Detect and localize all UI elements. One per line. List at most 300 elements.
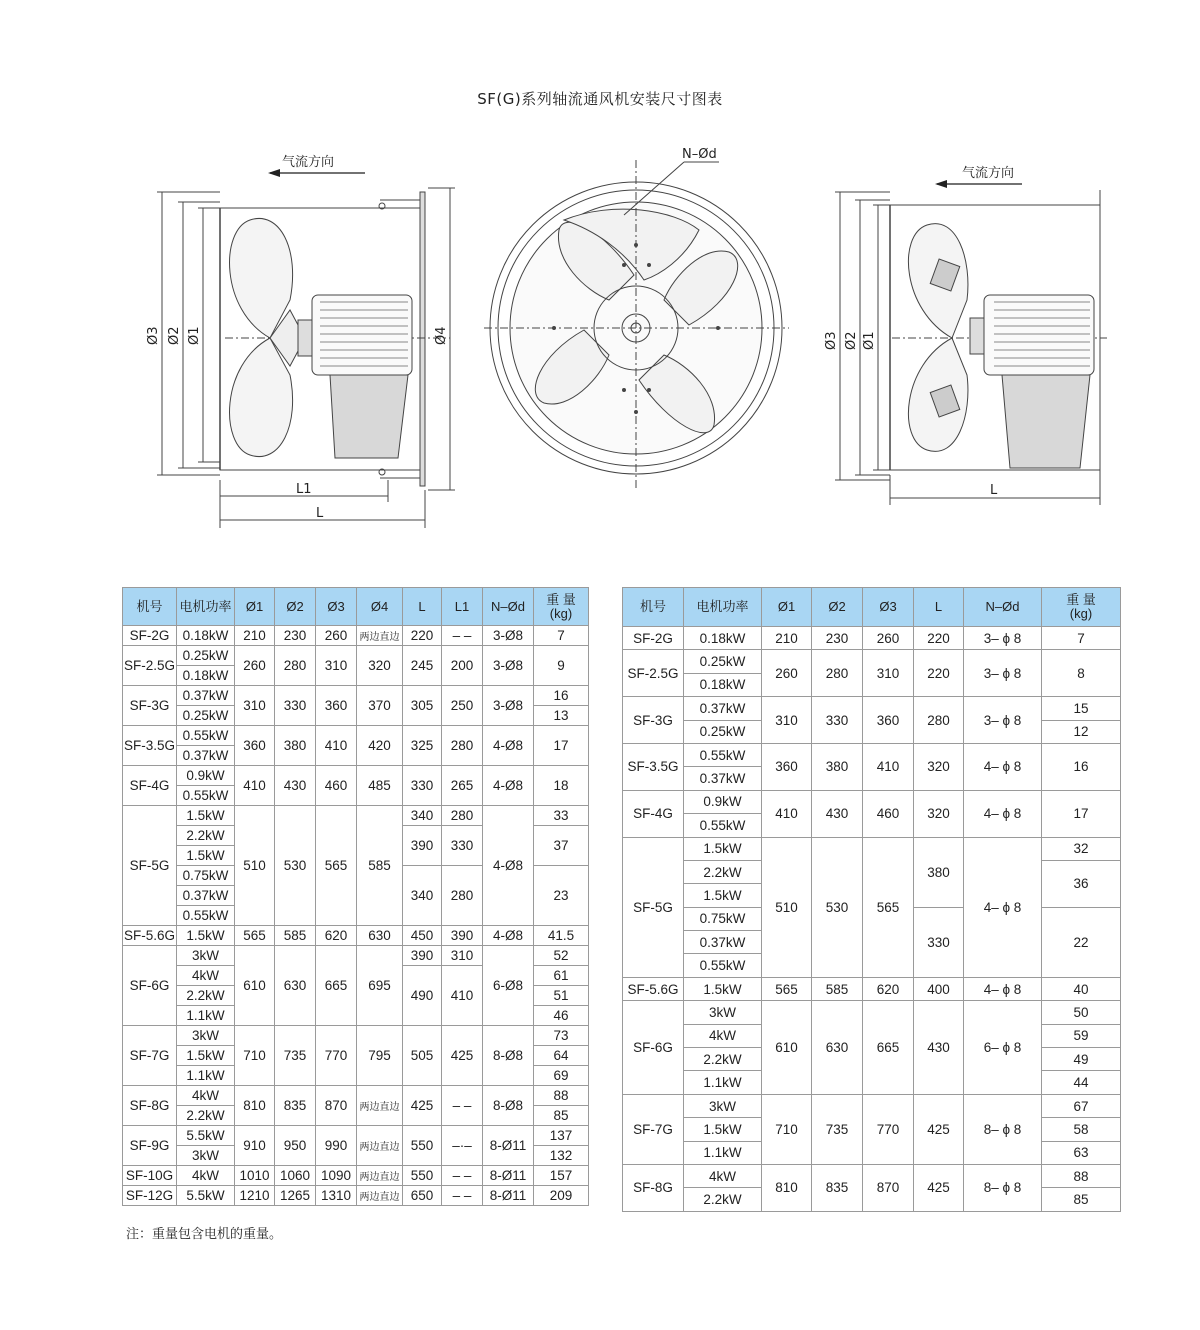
cell-d2: 1060: [275, 1166, 316, 1186]
cell-d2: 530: [275, 806, 316, 926]
cell-l1: –·–: [442, 1126, 483, 1166]
cell-d2: 735: [812, 1094, 863, 1164]
cell-l: 320: [914, 743, 964, 790]
cell-l1: 330: [442, 826, 483, 866]
cell-nd: 3-Ø8: [483, 686, 534, 726]
cell-d1: 1010: [235, 1166, 275, 1186]
cell-power: 3kW: [684, 1094, 762, 1117]
cell-weights: 9: [534, 646, 589, 686]
cell-power: 0.9kW: [177, 766, 235, 786]
table-row: [623, 1094, 1121, 1117]
cell-weights: 16: [1042, 743, 1121, 790]
cell-model: SF-3G: [123, 686, 177, 726]
cell-model: SF-12G: [123, 1186, 177, 1206]
cell-nd: 4– ϕ 8: [964, 977, 1042, 1000]
cell-weights: 17: [1042, 790, 1121, 837]
cell-power: 2.2kW: [684, 1188, 762, 1211]
cell-d2: 1265: [275, 1186, 316, 1206]
table-row: [623, 627, 1121, 650]
side-view-flanged-diagram: [130, 140, 460, 540]
cell-power: 1.5kW: [177, 806, 235, 826]
cell-d2: 430: [812, 790, 863, 837]
cell-weights: 59: [1042, 1024, 1121, 1047]
cell-power: 0.37kW: [684, 931, 762, 954]
table-row: [623, 1001, 1121, 1024]
cell-power: 4kW: [177, 1086, 235, 1106]
cell-weights: 17: [534, 726, 589, 766]
cell-nd: 3– ϕ 8: [964, 650, 1042, 697]
cell-d2: 585: [275, 926, 316, 946]
cell-d3: 410: [316, 726, 357, 766]
cell-d4: 585: [357, 806, 403, 926]
cell-d3: 990: [316, 1126, 357, 1166]
table-row: [623, 977, 1121, 1000]
cell-d2: 630: [812, 1001, 863, 1095]
cell-weights: 49: [1042, 1048, 1121, 1071]
holes-label: N–Ød: [682, 147, 717, 162]
cell-nd: 8– ϕ 8: [964, 1094, 1042, 1164]
cell-model: SF-2.5G: [623, 650, 684, 697]
cell-model: SF-5G: [623, 837, 684, 977]
cell-d1: 310: [762, 697, 812, 744]
cell-weights: 13: [534, 706, 589, 726]
cell-weights: 33: [534, 806, 589, 826]
cell-d1: 810: [762, 1164, 812, 1211]
cell-power: 1.5kW: [177, 846, 235, 866]
cell-nd: 4– ϕ 8: [964, 743, 1042, 790]
column-header: Ø3: [316, 588, 357, 626]
cell-d4: 两边直边: [357, 626, 403, 646]
cell-d4: 两边直边: [357, 1086, 403, 1126]
cell-nd: 4– ϕ 8: [964, 837, 1042, 977]
cell-l: 425: [914, 1094, 964, 1164]
cell-weights: 51: [534, 986, 589, 1006]
cell-weights: 61: [534, 966, 589, 986]
cell-power: 1.5kW: [684, 884, 762, 907]
cell-d1: 565: [762, 977, 812, 1000]
airflow-label-right: 气流方向: [962, 166, 1015, 181]
cell-d1: 710: [235, 1026, 275, 1086]
cell-power: 3kW: [177, 946, 235, 966]
cell-power: 2.2kW: [684, 860, 762, 883]
cell-power: 3kW: [177, 1026, 235, 1046]
table-body: [623, 627, 1121, 1212]
cell-d3: 310: [316, 646, 357, 686]
cell-power: 1.5kW: [684, 977, 762, 1000]
cell-l: 380: [914, 837, 964, 907]
cell-d1: 1210: [235, 1186, 275, 1206]
column-header: 电机功率: [177, 588, 235, 626]
table-row: [123, 766, 589, 786]
cell-weights: 132: [534, 1146, 589, 1166]
table-row: [123, 686, 589, 706]
cell-power: 1.1kW: [177, 1006, 235, 1026]
cell-power: 0.37kW: [684, 767, 762, 790]
table-row: [123, 1026, 589, 1046]
cell-d4: 420: [357, 726, 403, 766]
cell-power: 0.9kW: [684, 790, 762, 813]
cell-d1: 260: [762, 650, 812, 697]
cell-d3: 620: [863, 977, 914, 1000]
cell-l: 550: [403, 1126, 442, 1166]
cell-nd: 8-Ø11: [483, 1126, 534, 1166]
cell-weights: 88: [534, 1086, 589, 1106]
cell-d2: 330: [812, 697, 863, 744]
cell-weights: 52: [534, 946, 589, 966]
cell-d2: 630: [275, 946, 316, 1026]
cell-model: SF-7G: [623, 1094, 684, 1164]
cell-weights: 88: [1042, 1164, 1121, 1187]
cell-model: SF-2.5G: [123, 646, 177, 686]
table-body: [123, 626, 589, 1206]
cell-weights: 32: [1042, 837, 1121, 860]
cell-power: 0.18kW: [177, 626, 235, 646]
cell-d3: 460: [863, 790, 914, 837]
table-row: [623, 650, 1121, 673]
cell-nd: 3-Ø8: [483, 626, 534, 646]
cell-power: 0.55kW: [177, 906, 235, 926]
cell-l: 325: [403, 726, 442, 766]
cell-power: 1.1kW: [177, 1066, 235, 1086]
cell-d3: 665: [863, 1001, 914, 1095]
cell-l: 220: [914, 627, 964, 650]
cell-l1: 265: [442, 766, 483, 806]
front-view-diagram: [484, 140, 794, 500]
cell-weights: 44: [1042, 1071, 1121, 1094]
cell-nd: 4-Ø8: [483, 926, 534, 946]
column-header: 重 量 (kg): [1042, 588, 1121, 627]
cell-l: 220: [403, 626, 442, 646]
cell-l: 390: [403, 826, 442, 866]
table-row: [123, 806, 589, 826]
cell-d3: 565: [316, 806, 357, 926]
cell-l: 450: [403, 926, 442, 946]
cell-model: SF-7G: [123, 1026, 177, 1086]
cell-nd: 3– ϕ 8: [964, 627, 1042, 650]
cell-l: 330: [914, 907, 964, 977]
dim-d2-label: Ø2: [167, 326, 182, 345]
cell-model: SF-5.6G: [623, 977, 684, 1000]
cell-model: SF-4G: [123, 766, 177, 806]
cell-weights: 64: [534, 1046, 589, 1066]
table-row: [123, 1166, 589, 1186]
cell-nd: 8-Ø11: [483, 1166, 534, 1186]
cell-nd: 4-Ø8: [483, 766, 534, 806]
dim-d4-label: Ø4: [434, 326, 449, 345]
table-row: [623, 697, 1121, 720]
cell-l1: 280: [442, 806, 483, 826]
cell-model: SF-3.5G: [123, 726, 177, 766]
cell-model: SF-8G: [623, 1164, 684, 1211]
cell-d2: 530: [812, 837, 863, 977]
cell-weights: 8: [1042, 650, 1121, 697]
dim-l-label-right: L: [990, 483, 998, 498]
cell-l: 400: [914, 977, 964, 1000]
cell-weights: 22: [1042, 907, 1121, 977]
cell-d2: 330: [275, 686, 316, 726]
cell-d1: 360: [235, 726, 275, 766]
column-header: N–Ød: [483, 588, 534, 626]
column-header: Ø2: [812, 588, 863, 627]
cell-d1: 710: [762, 1094, 812, 1164]
dim-d1-label-right: Ø1: [862, 331, 877, 350]
cell-d3: 360: [316, 686, 357, 726]
cell-model: SF-9G: [123, 1126, 177, 1166]
cell-weights: 18: [534, 766, 589, 806]
cell-power: 3kW: [177, 1146, 235, 1166]
cell-d1: 210: [235, 626, 275, 646]
cell-l: 425: [914, 1164, 964, 1211]
cell-weights: 85: [1042, 1188, 1121, 1211]
cell-weights: 41.5: [534, 926, 589, 946]
cell-power: 0.55kW: [684, 954, 762, 977]
cell-model: SF-3.5G: [623, 743, 684, 790]
cell-d1: 360: [762, 743, 812, 790]
column-header: N–Ød: [964, 588, 1042, 627]
cell-power: 0.37kW: [177, 686, 235, 706]
cell-l1: – –: [442, 626, 483, 646]
cell-d4: 两边直边: [357, 1186, 403, 1206]
table-row: [123, 1086, 589, 1106]
cell-weights: 46: [534, 1006, 589, 1026]
cell-power: 1.5kW: [177, 926, 235, 946]
footnote: 注：重量包含电机的重量。: [126, 1227, 283, 1242]
cell-l1: – –: [442, 1186, 483, 1206]
cell-l1: – –: [442, 1166, 483, 1186]
cell-l: 220: [914, 650, 964, 697]
cell-d2: 430: [275, 766, 316, 806]
table-row: [123, 646, 589, 666]
cell-power: 1.5kW: [177, 1046, 235, 1066]
cell-d1: 510: [762, 837, 812, 977]
table-row: [123, 726, 589, 746]
cell-d3: 410: [863, 743, 914, 790]
cell-weights: 7: [534, 626, 589, 646]
cell-power: 0.18kW: [177, 666, 235, 686]
cell-d1: 910: [235, 1126, 275, 1166]
cell-d1: 210: [762, 627, 812, 650]
cell-l: 320: [914, 790, 964, 837]
table-row: [623, 837, 1121, 860]
cell-power: 1.1kW: [684, 1071, 762, 1094]
table-header-row: [123, 588, 589, 626]
cell-power: 0.25kW: [684, 650, 762, 673]
cell-model: SF-8G: [123, 1086, 177, 1126]
cell-d4: 370: [357, 686, 403, 726]
cell-d1: 610: [235, 946, 275, 1026]
cell-weights: 15: [1042, 697, 1121, 720]
cell-power: 2.2kW: [177, 826, 235, 846]
cell-power: 0.18kW: [684, 673, 762, 696]
cell-power: 2.2kW: [177, 986, 235, 1006]
cell-d2: 835: [812, 1164, 863, 1211]
cell-power: 0.37kW: [177, 886, 235, 906]
cell-l: 505: [403, 1026, 442, 1086]
cell-nd: 3-Ø8: [483, 646, 534, 686]
cell-d4: 630: [357, 926, 403, 946]
cell-d1: 810: [235, 1086, 275, 1126]
cell-l: 425: [403, 1086, 442, 1126]
cell-power: 5.5kW: [177, 1126, 235, 1146]
cell-model: SF-3G: [623, 697, 684, 744]
table-row: [123, 926, 589, 946]
cell-d3: 1310: [316, 1186, 357, 1206]
cell-d2: 950: [275, 1126, 316, 1166]
table-row: [123, 1186, 589, 1206]
cell-d3: 770: [863, 1094, 914, 1164]
cell-d3: 260: [316, 626, 357, 646]
dim-d3-label-right: Ø3: [824, 331, 839, 350]
cell-weights: 23: [534, 866, 589, 926]
cell-power: 3kW: [684, 1001, 762, 1024]
cell-d2: 280: [275, 646, 316, 686]
cell-weights: 58: [1042, 1118, 1121, 1141]
cell-d2: 735: [275, 1026, 316, 1086]
cell-weights: 12: [1042, 720, 1121, 743]
cell-model: SF-10G: [123, 1166, 177, 1186]
cell-l: 490: [403, 966, 442, 1026]
cell-model: SF-2G: [623, 627, 684, 650]
cell-weights: 137: [534, 1126, 589, 1146]
column-header: 机号: [123, 588, 177, 626]
cell-d3: 870: [316, 1086, 357, 1126]
spec-table-plain: [622, 587, 1121, 1212]
cell-power: 0.25kW: [177, 706, 235, 726]
page-title: SF(G)系列轴流通风机安装尺寸图表: [477, 90, 723, 108]
cell-d3: 870: [863, 1164, 914, 1211]
cell-power: 4kW: [177, 1166, 235, 1186]
cell-weights: 40: [1042, 977, 1121, 1000]
cell-weights: 37: [534, 826, 589, 866]
cell-power: 0.55kW: [177, 786, 235, 806]
table-row: [623, 790, 1121, 813]
table-header-row: [623, 588, 1121, 627]
cell-l1: 425: [442, 1026, 483, 1086]
cell-power: 0.75kW: [684, 907, 762, 930]
cell-power: 1.5kW: [684, 837, 762, 860]
cell-d4: 两边直边: [357, 1126, 403, 1166]
cell-l1: 280: [442, 866, 483, 926]
cell-d4: 两边直边: [357, 1166, 403, 1186]
cell-l: 340: [403, 866, 442, 926]
cell-d3: 1090: [316, 1166, 357, 1186]
column-header: Ø3: [863, 588, 914, 627]
column-header: Ø4: [357, 588, 403, 626]
dim-d3-label: Ø3: [146, 326, 161, 345]
cell-weights: 67: [1042, 1094, 1121, 1117]
cell-power: 0.55kW: [684, 814, 762, 837]
cell-weights: 7: [1042, 627, 1121, 650]
cell-power: 1.5kW: [684, 1118, 762, 1141]
cell-d2: 380: [275, 726, 316, 766]
cell-d1: 260: [235, 646, 275, 686]
column-header: 重 量 (kg): [534, 588, 589, 626]
cell-power: 0.37kW: [684, 697, 762, 720]
cell-d2: 585: [812, 977, 863, 1000]
cell-nd: 4-Ø8: [483, 726, 534, 766]
cell-d3: 665: [316, 946, 357, 1026]
table-row: [623, 1164, 1121, 1187]
cell-d3: 260: [863, 627, 914, 650]
cell-weights: 157: [534, 1166, 589, 1186]
column-header: 机号: [623, 588, 684, 627]
cell-l: 280: [914, 697, 964, 744]
cell-power: 2.2kW: [684, 1048, 762, 1071]
cell-model: SF-2G: [123, 626, 177, 646]
dim-d1-label: Ø1: [187, 326, 202, 345]
side-view-plain-diagram: [822, 150, 1112, 510]
cell-weights: 69: [534, 1066, 589, 1086]
cell-d1: 410: [235, 766, 275, 806]
cell-power: 0.55kW: [684, 743, 762, 766]
cell-power: 0.25kW: [177, 646, 235, 666]
cell-weights: 50: [1042, 1001, 1121, 1024]
cell-l1: 280: [442, 726, 483, 766]
dim-d2-label-right: Ø2: [844, 331, 859, 350]
cell-d2: 835: [275, 1086, 316, 1126]
cell-l: 390: [403, 946, 442, 966]
cell-nd: 6– ϕ 8: [964, 1001, 1042, 1095]
dim-l1-label: L1: [296, 482, 312, 497]
cell-weights: 16: [534, 686, 589, 706]
cell-l: 650: [403, 1186, 442, 1206]
spec-table-flanged: [122, 587, 589, 1206]
cell-nd: 6-Ø8: [483, 946, 534, 1026]
table-row: [123, 946, 589, 966]
cell-power: 1.1kW: [684, 1141, 762, 1164]
cell-power: 5.5kW: [177, 1186, 235, 1206]
cell-d3: 565: [863, 837, 914, 977]
table-row: [123, 1126, 589, 1146]
column-header: L1: [442, 588, 483, 626]
column-header: Ø1: [235, 588, 275, 626]
cell-power: 4kW: [684, 1164, 762, 1187]
cell-weights: 63: [1042, 1141, 1121, 1164]
cell-power: 4kW: [684, 1024, 762, 1047]
column-header: Ø1: [762, 588, 812, 627]
cell-nd: 4-Ø8: [483, 806, 534, 926]
cell-l1: 310: [442, 946, 483, 966]
cell-d3: 310: [863, 650, 914, 697]
cell-l1: 250: [442, 686, 483, 726]
cell-l: 550: [403, 1166, 442, 1186]
cell-d4: 795: [357, 1026, 403, 1086]
cell-l: 330: [403, 766, 442, 806]
cell-model: SF-6G: [623, 1001, 684, 1095]
cell-model: SF-4G: [623, 790, 684, 837]
cell-d4: 695: [357, 946, 403, 1026]
cell-nd: 8-Ø8: [483, 1026, 534, 1086]
cell-d3: 620: [316, 926, 357, 946]
cell-weights: 36: [1042, 860, 1121, 907]
cell-d3: 770: [316, 1026, 357, 1086]
cell-power: 0.37kW: [177, 746, 235, 766]
dim-l-label: L: [316, 506, 324, 521]
cell-l: 340: [403, 806, 442, 826]
airflow-label: 气流方向: [282, 155, 335, 170]
cell-nd: 8-Ø11: [483, 1186, 534, 1206]
cell-nd: 3– ϕ 8: [964, 697, 1042, 744]
cell-l1: 390: [442, 926, 483, 946]
cell-power: 4kW: [177, 966, 235, 986]
cell-d2: 230: [275, 626, 316, 646]
cell-d4: 485: [357, 766, 403, 806]
cell-nd: 4– ϕ 8: [964, 790, 1042, 837]
cell-power: 2.2kW: [177, 1106, 235, 1126]
cell-power: 0.55kW: [177, 726, 235, 746]
table-row: [123, 626, 589, 646]
cell-l1: 200: [442, 646, 483, 686]
